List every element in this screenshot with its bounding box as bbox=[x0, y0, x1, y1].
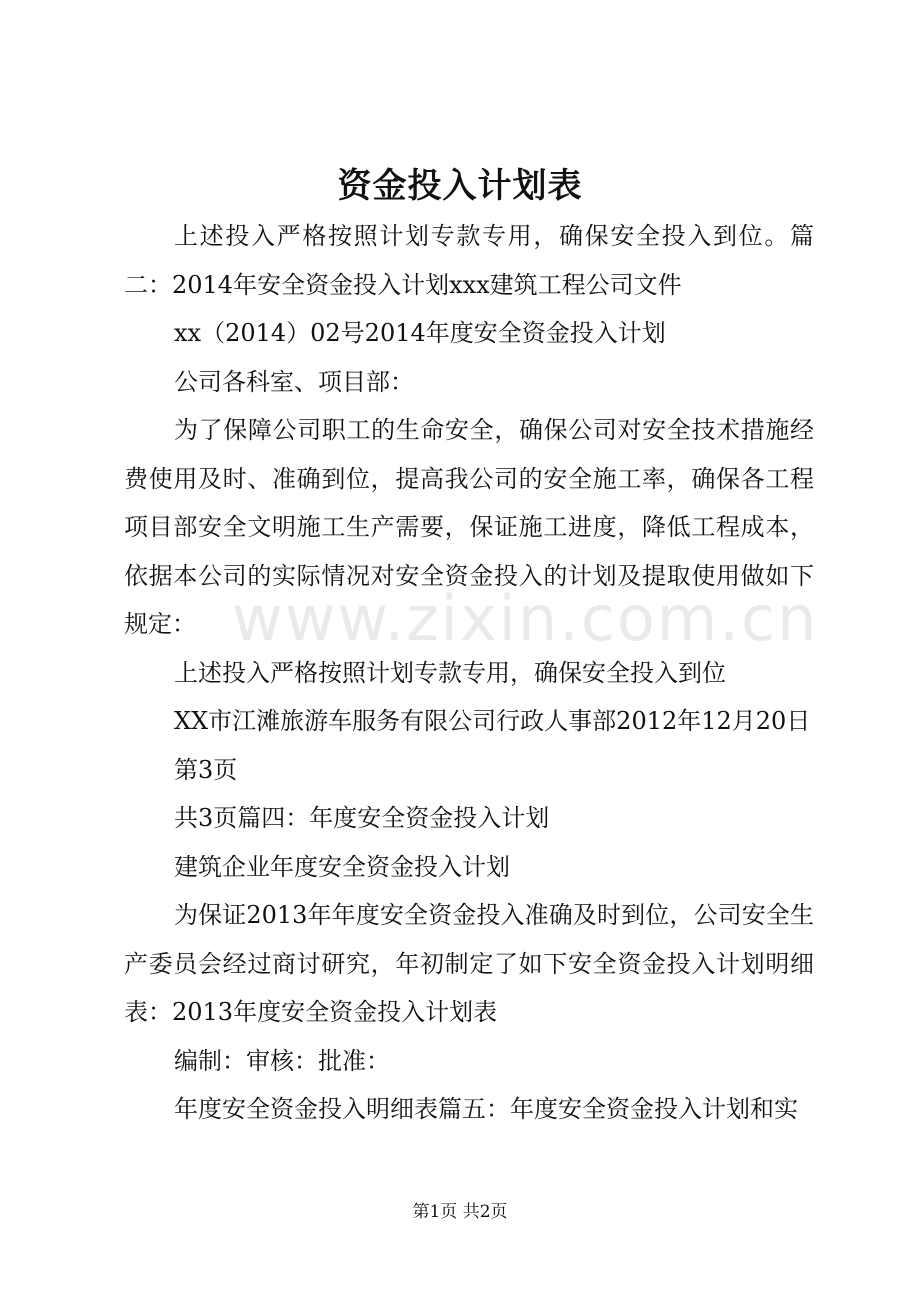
paragraph-11: 编制：审核：批准： bbox=[174, 1046, 390, 1075]
site-watermark: www.zixin.com.cn bbox=[232, 582, 819, 655]
paragraph-2: xx（2014）02号2014年度安全资金投入计划 bbox=[174, 319, 666, 347]
page-footer: 第1页 共2页 bbox=[412, 1202, 508, 1222]
paragraph-5: 上述投入严格按照计划专款专用，确保安全投入到位 bbox=[174, 658, 726, 687]
paragraph-3: 公司各科室、项目部： bbox=[174, 367, 414, 396]
paragraph-9: 建筑企业年度安全资金投入计划 bbox=[174, 852, 510, 881]
paragraph-8: 共3页篇四：年度安全资金投入计划 bbox=[174, 804, 550, 832]
paragraph-1: 上述投入严格按照计划专款专用，确保安全投入到位。篇二：2014年安全资金投入计划xxx建筑工程公司文件 bbox=[124, 222, 814, 299]
document-title: 资金投入计划表 bbox=[337, 166, 583, 206]
paragraph-4: 为了保障公司职工的生命安全，确保公司对安全技术措施经费使用及时、准确到位，提高我公司的安全施工率，确保各工程项目部安全文明施工生产需要，保证施工进度，降低工程成本，依据本公司的实际情况对安全资金投入的计划及提取使用做如下规定： bbox=[124, 416, 814, 638]
paragraph-10: 为保证2013年年度安全资金投入准确及时到位，公司安全生产委员会经过商讨研究，年初制定了如下安全资金投入计划明细表：2013年度安全资金投入计划表 bbox=[124, 901, 814, 1026]
paragraph-7: 第3页 bbox=[174, 755, 238, 784]
paragraph-12: 年度安全资金投入明细表篇五：年度安全资金投入计划和实 bbox=[174, 1095, 798, 1123]
paragraph-6: XX市江滩旅游车服务有限公司行政人事部2012年12月20日 bbox=[174, 707, 811, 735]
document-body bbox=[124, 212, 814, 1134]
